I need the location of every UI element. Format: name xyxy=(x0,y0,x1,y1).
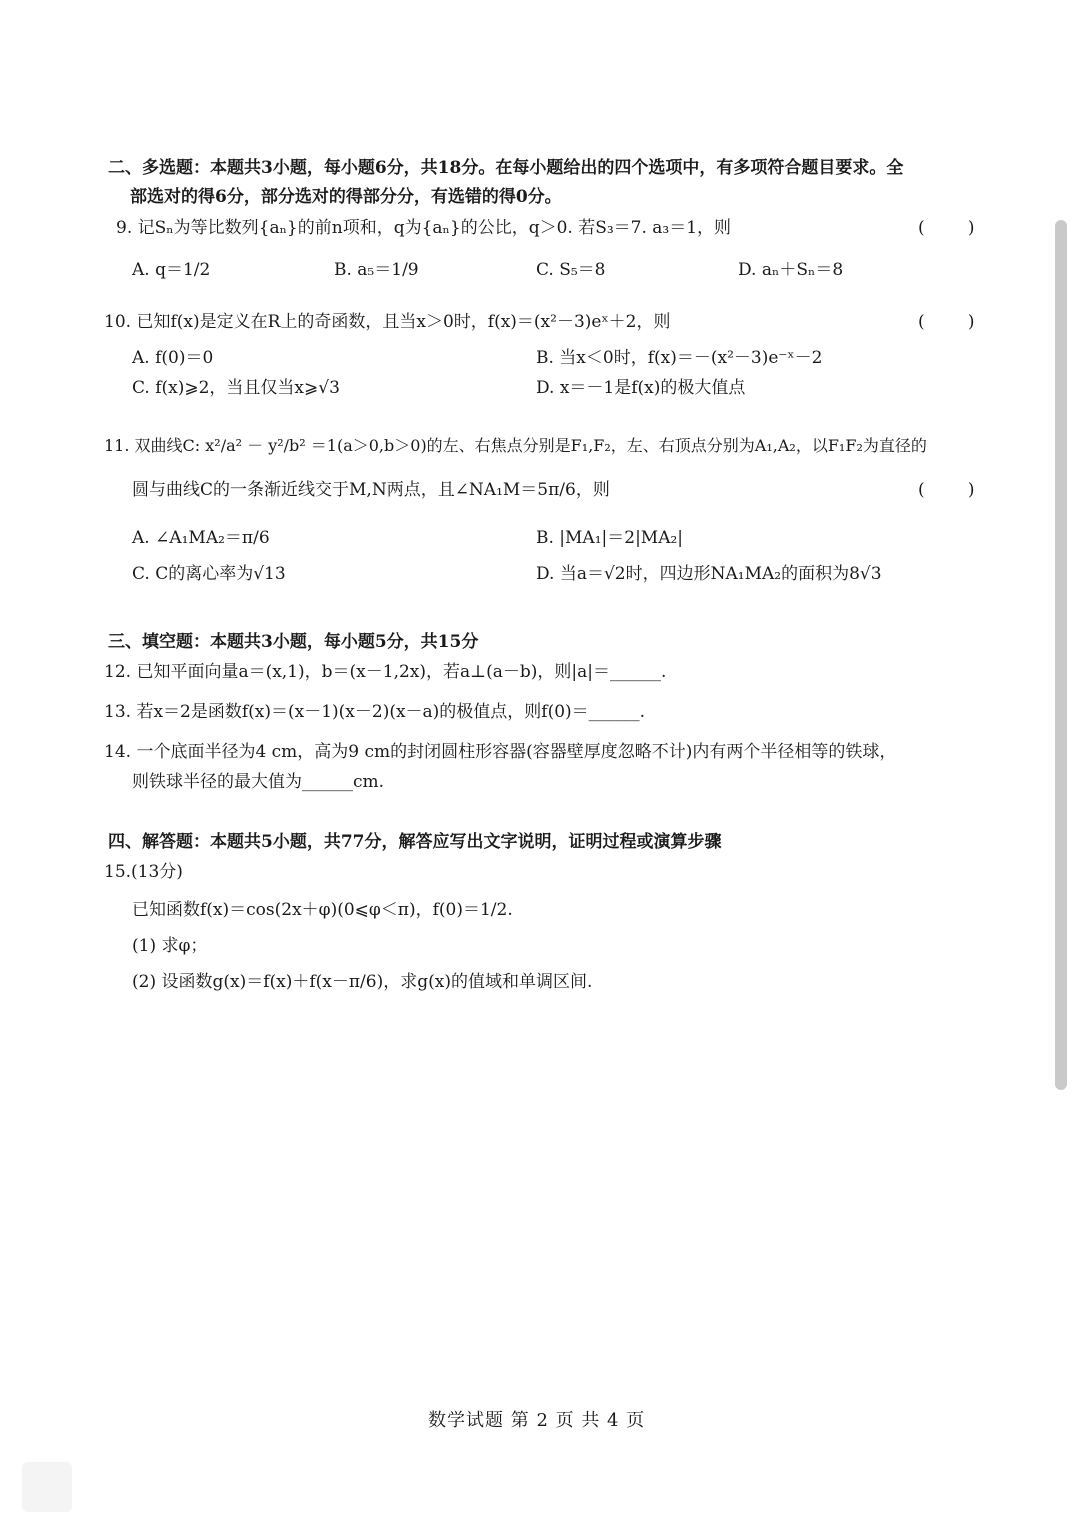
question-9-option-c: C. S₅＝8 xyxy=(536,260,606,280)
section-3-heading: 三、填空题：本题共3小题，每小题5分，共15分 xyxy=(108,632,479,652)
question-9-answer-paren: ( ) xyxy=(918,218,975,238)
question-11-stem-line1: 11. 双曲线C: x²/a² － y²/b² ＝1(a＞0,b＞0)的左、右焦点分别是F₁,F₂，左、右顶点分别为A₁,A₂，以F₁F₂为直径的 xyxy=(104,436,927,455)
section-2-heading-line1: 二、多选题：本题共3小题，每小题6分，共18分。在每小题给出的四个选项中，有多项符合题目要求。全 xyxy=(108,158,904,178)
section-2-heading-line2: 部选对的得6分，部分选对的得部分分，有选错的得0分。 xyxy=(130,187,562,207)
question-15-part-1: (1) 求φ； xyxy=(132,936,208,956)
question-13: 13. 若x＝2是函数f(x)＝(x－1)(x－2)(x－a)的极值点，则f(0)＝______. xyxy=(104,702,646,722)
question-14-line2: 则铁球半径的最大值为______cm. xyxy=(132,772,385,792)
question-11-option-a: A. ∠A₁MA₂＝π/6 xyxy=(132,528,270,548)
question-11-option-d: D. 当a＝√2时，四边形NA₁MA₂的面积为8√3 xyxy=(536,564,882,584)
question-11-answer-paren: ( ) xyxy=(918,480,975,500)
question-9-stem: 9. 记Sₙ为等比数列{aₙ}的前n项和，q为{aₙ}的公比，q＞0. 若S₃＝7. a₃＝1，则 xyxy=(116,218,732,238)
page-footer: 数学试题 第 2 页 共 4 页 xyxy=(428,1410,646,1431)
corner-button[interactable] xyxy=(22,1462,72,1512)
question-10-option-d: D. x＝－1是f(x)的极大值点 xyxy=(536,378,746,398)
question-12: 12. 已知平面向量a＝(x,1)，b＝(x－1,2x)，若a⊥(a－b)，则|a|＝______. xyxy=(104,662,667,682)
question-11-option-b: B. |MA₁|＝2|MA₂| xyxy=(536,528,684,548)
question-14-line1: 14. 一个底面半径为4 cm，高为9 cm的封闭圆柱形容器(容器壁厚度忽略不计)内有两个半径相等的铁球， xyxy=(104,742,897,762)
question-10-stem: 10. 已知f(x)是定义在R上的奇函数，且当x＞0时，f(x)＝(x²－3)eˣ＋2，则 xyxy=(104,312,671,332)
vertical-scrollbar[interactable] xyxy=(1055,220,1067,1090)
question-9-option-d: D. aₙ＋Sₙ＝8 xyxy=(738,260,844,280)
question-10-answer-paren: ( ) xyxy=(918,312,975,332)
question-10-option-c: C. f(x)⩾2，当且仅当x⩾√3 xyxy=(132,378,340,398)
question-10-option-b: B. 当x＜0时，f(x)＝－(x²－3)e⁻ˣ－2 xyxy=(536,348,823,368)
question-11-option-c: C. C的离心率为√13 xyxy=(132,564,286,584)
question-15-part-2: (2) 设函数g(x)＝f(x)＋f(x－π/6)，求g(x)的值域和单调区间. xyxy=(132,972,593,992)
question-15-head: 15.(13分) xyxy=(104,862,183,882)
question-9-option-b: B. a₅＝1/9 xyxy=(334,260,419,280)
question-10-option-a: A. f(0)＝0 xyxy=(132,348,214,368)
question-11-stem-line2: 圆与曲线C的一条渐近线交于M,N两点，且∠NA₁M＝5π/6，则 xyxy=(132,480,610,500)
question-15-given: 已知函数f(x)＝cos(2x＋φ)(0⩽φ＜π)，f(0)＝1/2. xyxy=(132,900,513,920)
section-4-heading: 四、解答题：本题共5小题，共77分，解答应写出文字说明，证明过程或演算步骤 xyxy=(108,832,722,852)
question-9-option-a: A. q＝1/2 xyxy=(132,260,211,280)
